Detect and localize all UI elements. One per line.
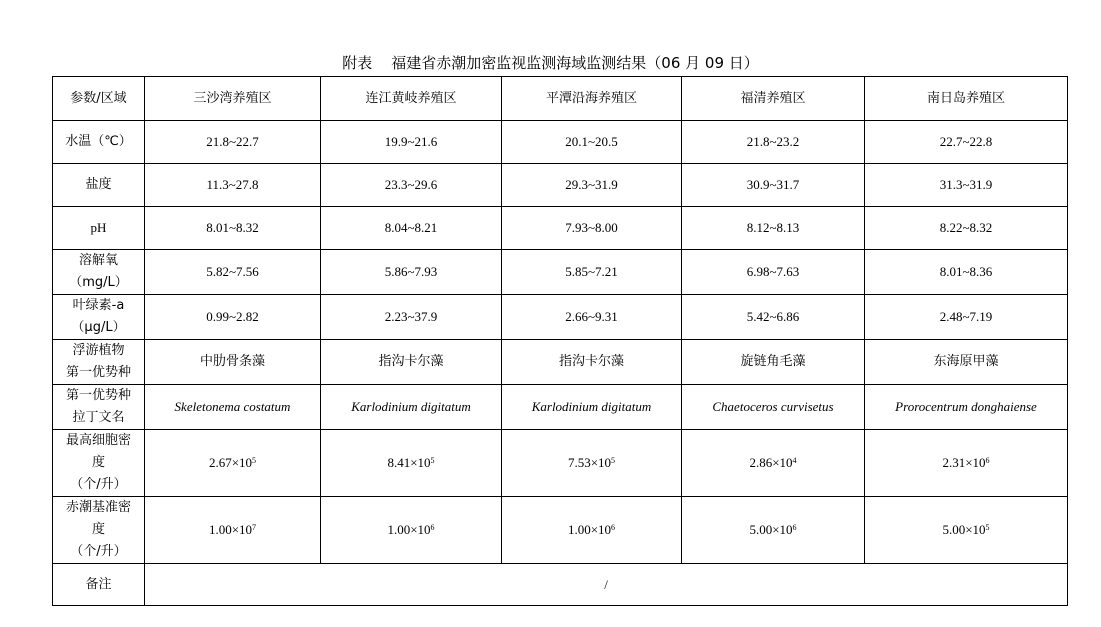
header-area-fuqing: 福清养殖区 xyxy=(682,77,865,121)
density-mantissa: 7.53×10 xyxy=(567,455,612,470)
table-row xyxy=(53,430,1068,497)
row-label-dissolved-oxygen xyxy=(53,250,145,295)
density-exponent: 6 xyxy=(985,456,990,465)
row-label-line: 最高细胞密 xyxy=(65,433,131,448)
density-exponent: 5 xyxy=(430,456,435,465)
density-mantissa: 8.41×10 xyxy=(387,455,431,470)
header-area-nanri: 南日岛养殖区 xyxy=(865,77,1068,121)
table-row xyxy=(53,250,1068,295)
page-title: 附表 福建省赤潮加密监视监测海域监测结果（06 月 09 日） xyxy=(342,54,759,72)
table-row xyxy=(53,121,1068,164)
header-area-sansha: 三沙湾养殖区 xyxy=(145,77,321,121)
table-cell: 中肋骨条藻 xyxy=(145,340,321,385)
table-cell xyxy=(865,430,1068,497)
table-cell: 5.42~6.86 xyxy=(682,295,865,340)
table-cell xyxy=(865,497,1068,564)
table-cell: 2.48~7.19 xyxy=(865,295,1068,340)
table-cell xyxy=(145,430,321,497)
density-mantissa: 1.00×10 xyxy=(208,522,253,537)
table-cell: 30.9~31.7 xyxy=(682,164,865,207)
table-cell: 2.23~37.9 xyxy=(321,295,502,340)
table-cell: 8.12~8.13 xyxy=(682,207,865,250)
remarks-row xyxy=(53,564,1068,606)
row-label-dominant-species xyxy=(53,340,145,385)
table-cell: 19.9~21.6 xyxy=(321,121,502,164)
table-cell: 0.99~2.82 xyxy=(145,295,321,340)
table-cell: 8.01~8.36 xyxy=(865,250,1068,295)
table-cell: 指沟卡尔藻 xyxy=(502,340,682,385)
table-cell: Chaetoceros curvisetus xyxy=(682,385,865,430)
density-exponent: 6 xyxy=(430,523,435,532)
density-mantissa: 5.00×10 xyxy=(942,522,986,537)
row-label-red-tide-baseline-density xyxy=(53,497,145,564)
row-label-line: 叶绿素-a xyxy=(72,298,125,313)
row-label-latin-name xyxy=(53,385,145,430)
table-row xyxy=(53,164,1068,207)
row-label-ph: pH xyxy=(53,207,145,250)
table-cell: 5.86~7.93 xyxy=(321,250,502,295)
table-cell: 7.93~8.00 xyxy=(502,207,682,250)
table-cell: 5.85~7.21 xyxy=(502,250,682,295)
table-cell: Prorocentrum donghaiense xyxy=(865,385,1068,430)
row-label-water-temp: 水温（℃） xyxy=(53,121,145,164)
table-cell: 21.8~23.2 xyxy=(682,121,865,164)
table-cell xyxy=(321,430,502,497)
table-cell: 11.3~27.8 xyxy=(145,164,321,207)
table-cell xyxy=(502,497,682,564)
table-row xyxy=(53,497,1068,564)
density-exponent: 7 xyxy=(252,523,257,532)
density-exponent: 4 xyxy=(792,456,797,465)
density-mantissa: 1.00×10 xyxy=(387,522,431,537)
table-cell xyxy=(682,430,865,497)
remarks-value: / xyxy=(145,564,1068,606)
table-cell xyxy=(145,497,321,564)
table-cell xyxy=(321,497,502,564)
table-cell: 8.01~8.32 xyxy=(145,207,321,250)
table-row xyxy=(53,385,1068,430)
row-label-unit: （个/升） xyxy=(70,477,127,492)
density-mantissa: 1.00×10 xyxy=(567,522,612,537)
table-cell: 5.82~7.56 xyxy=(145,250,321,295)
density-exponent: 5 xyxy=(252,456,257,465)
table-cell: Karlodinium digitatum xyxy=(502,385,682,430)
row-label-line: 度 xyxy=(91,455,105,470)
table-cell xyxy=(682,497,865,564)
row-label-line: 赤潮基准密 xyxy=(65,500,131,515)
row-label-line: 拉丁文名 xyxy=(72,410,125,425)
row-label-line: 度 xyxy=(91,522,105,537)
table-cell: 22.7~22.8 xyxy=(865,121,1068,164)
table-row xyxy=(53,295,1068,340)
table-cell: Skeletonema costatum xyxy=(145,385,321,430)
monitoring-results-table xyxy=(52,76,1068,606)
table-cell: 旋链角毛藻 xyxy=(682,340,865,385)
row-label-line: 第一优势种 xyxy=(65,365,131,380)
row-label-remarks: 备注 xyxy=(53,564,145,606)
header-area-lianjiang: 连江黄岐养殖区 xyxy=(321,77,502,121)
table-cell: 20.1~20.5 xyxy=(502,121,682,164)
density-exponent: 6 xyxy=(611,523,616,532)
density-exponent: 5 xyxy=(611,456,616,465)
density-mantissa: 5.00×10 xyxy=(749,522,793,537)
table-cell: 8.04~8.21 xyxy=(321,207,502,250)
row-label-line: 第一优势种 xyxy=(65,388,131,403)
table-cell: 29.3~31.9 xyxy=(502,164,682,207)
row-label-salinity: 盐度 xyxy=(53,164,145,207)
table-cell: 21.8~22.7 xyxy=(145,121,321,164)
table-cell: 23.3~29.6 xyxy=(321,164,502,207)
row-label-chlorophyll xyxy=(53,295,145,340)
header-area-pingtan: 平潭沿海养殖区 xyxy=(502,77,682,121)
row-label-line: 溶解氧 xyxy=(78,253,118,268)
density-mantissa: 2.31×10 xyxy=(942,455,986,470)
row-label-unit: （个/升） xyxy=(70,544,127,559)
header-row xyxy=(53,77,1068,121)
table-row xyxy=(53,340,1068,385)
row-label-line: 浮游植物 xyxy=(72,343,125,358)
table-cell: 2.66~9.31 xyxy=(502,295,682,340)
row-label-max-cell-density xyxy=(53,430,145,497)
density-exponent: 6 xyxy=(792,523,797,532)
table-cell: 31.3~31.9 xyxy=(865,164,1068,207)
density-mantissa: 2.67×10 xyxy=(208,455,253,470)
density-exponent: 5 xyxy=(985,523,990,532)
density-mantissa: 2.86×10 xyxy=(749,455,793,470)
table-cell xyxy=(502,430,682,497)
row-label-unit: （mg/L） xyxy=(69,275,128,290)
table-cell: 6.98~7.63 xyxy=(682,250,865,295)
header-param-cell: 参数/区域 xyxy=(53,77,145,121)
table-cell: 8.22~8.32 xyxy=(865,207,1068,250)
table-cell: 指沟卡尔藻 xyxy=(321,340,502,385)
row-label-unit: （μg/L） xyxy=(71,320,126,335)
table-row xyxy=(53,207,1068,250)
table-cell: Karlodinium digitatum xyxy=(321,385,502,430)
table-cell: 东海原甲藻 xyxy=(865,340,1068,385)
